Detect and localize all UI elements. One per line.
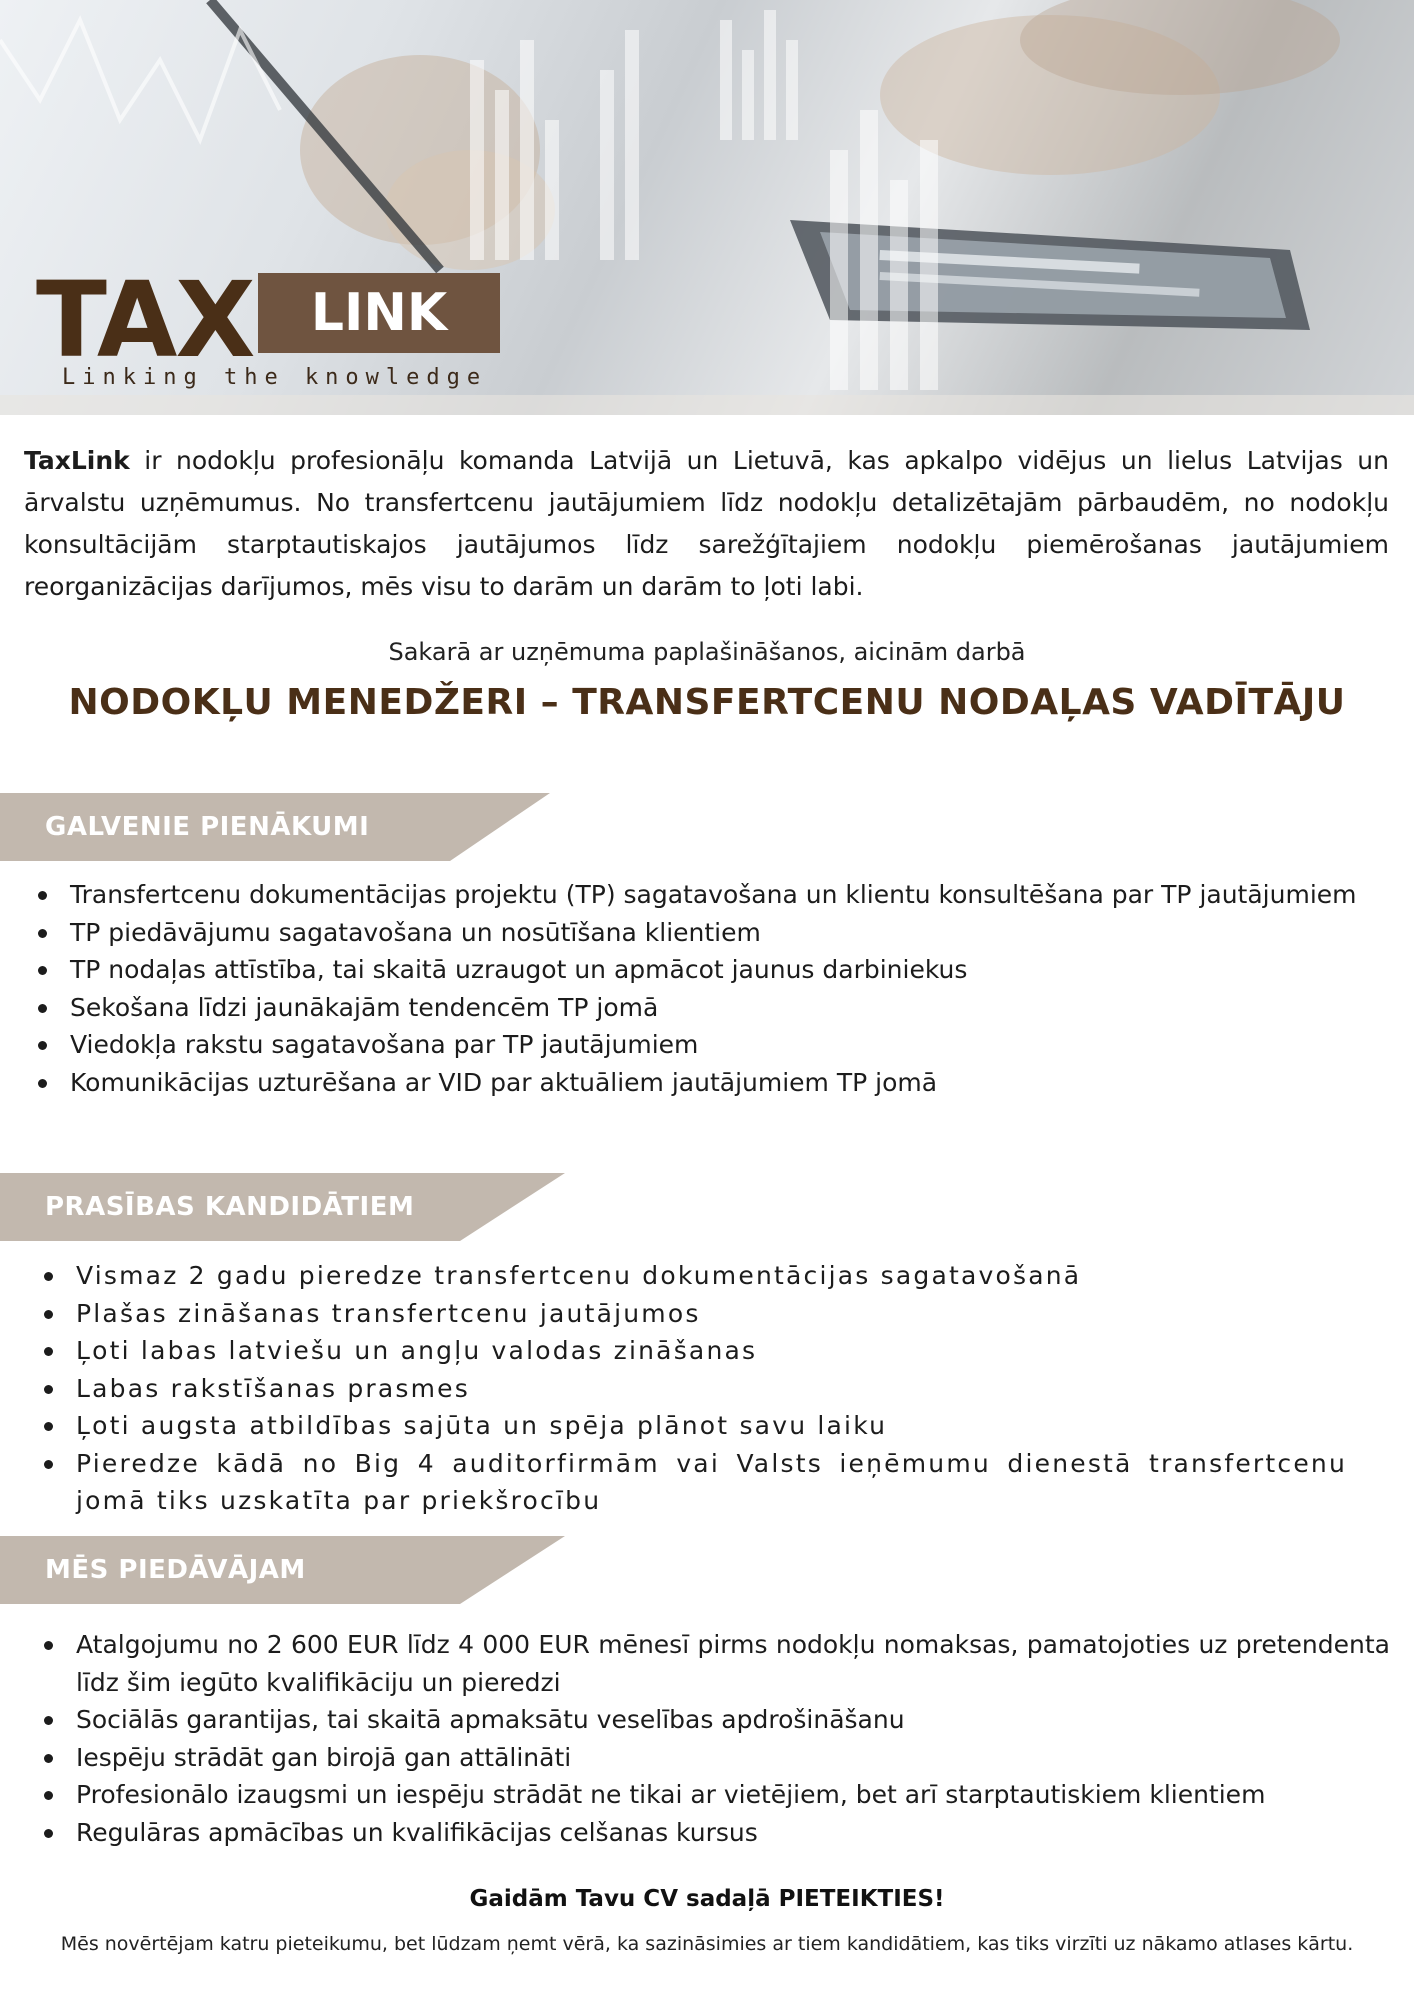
list-item: Ļoti labas latviešu un angļu valodas zināšanas — [30, 1332, 1347, 1370]
invitation-subline: Sakarā ar uzņēmuma paplašināšanos, aicinām darbā — [388, 638, 1026, 666]
job-title-headline: NODOKĻU MENEDŽERI – TRANSFERTCENU NODAĻAS VADĪTĀJU — [68, 682, 1346, 723]
list-item: Sekošana līdzi jaunākajām tendencēm TP jomā — [24, 989, 1364, 1027]
logo-link-box — [258, 273, 500, 353]
list-item: TP piedāvājumu sagatavošana un nosūtīšana klientiem — [24, 914, 1364, 952]
section-title-requirements: PRASĪBAS KANDIDĀTIEM — [45, 1192, 415, 1222]
list-item: Iespēju strādāt gan birojā gan attālināti — [30, 1739, 1390, 1777]
section-title-duties: GALVENIE PIENĀKUMI — [45, 812, 370, 842]
list-item: Pieredze kādā no Big 4 auditorfirmām vai Valsts ieņēmumu dienestā transfertcenu jomā tiks uzskatīta par priekšrocību — [30, 1445, 1347, 1520]
company-intro — [24, 440, 1389, 608]
brand-name: TaxLink — [24, 446, 130, 475]
list-item: Plašas zināšanas transfertcenu jautājumos — [30, 1295, 1347, 1333]
section-title-offer: MĒS PIEDĀVĀJAM — [45, 1555, 306, 1585]
hero-banner — [0, 0, 1414, 415]
section-banner-offer — [0, 1536, 565, 1604]
requirements-list — [30, 1257, 1347, 1520]
apply-call-to-action: Gaidām Tavu CV sadaļā PIETEIKTIES! — [469, 1886, 945, 1912]
section-banner-duties — [0, 793, 550, 861]
list-item: Sociālās garantijas, tai skaitā apmaksātu veselības apdrošināšanu — [30, 1701, 1390, 1739]
list-item: Viedokļa rakstu sagatavošana par TP jautājumiem — [24, 1026, 1364, 1064]
list-item: Regulāras apmācības un kvalifikācijas celšanas kursus — [30, 1814, 1390, 1852]
list-item: Komunikācijas uzturēšana ar VID par aktuāliem jautājumiem TP jomā — [24, 1064, 1364, 1102]
list-item: Atalgojumu no 2 600 EUR līdz 4 000 EUR mēnesī pirms nodokļu nomaksas, pamatojoties uz pretendenta līdz šim iegūto kvalifikāciju un pieredzi — [30, 1626, 1390, 1701]
logo-link-text: LINK — [310, 283, 448, 343]
logo-tax-text: TAX — [36, 259, 254, 381]
list-item: Labas rakstīšanas prasmes — [30, 1370, 1347, 1408]
duties-list — [24, 876, 1364, 1101]
section-banner-requirements — [0, 1173, 565, 1241]
selection-note: Mēs novērtējam katru pieteikumu, bet lūdzam ņemt vērā, ka sazināsimies ar tiem kandidātiem, kas tiks virzīti uz nākamo atlases kārtu. — [60, 1933, 1354, 1955]
list-item: TP nodaļas attīstība, tai skaitā uzraugot un apmācot jaunus darbiniekus — [24, 951, 1364, 989]
intro-text: ir nodokļu profesionāļu komanda Latvijā un Lietuvā, kas apkalpo vidējus un lielus Latvijas un ārvalstu uzņēmumus. No transfertcenu jautājumiem līdz nodokļu detalizētajām pārbaudēm, no nodokļu konsultācijām starptautiskajos jautājumos līdz sarežģītajiem nodokļu piemērošanas jautājumiem reorganizācijas darījumos, mēs visu to darām un darām to ļoti labi. — [24, 446, 1389, 601]
offer-list — [30, 1626, 1390, 1851]
list-item: Transfertcenu dokumentācijas projektu (TP) sagatavošana un klientu konsultēšana par TP jautājumiem — [24, 876, 1364, 914]
list-item: Profesionālo izaugsmi un iespēju strādāt ne tikai ar vietējiem, bet arī starptautiskiem klientiem — [30, 1776, 1390, 1814]
logo-tagline: Linking the knowledge — [62, 365, 488, 390]
list-item: Vismaz 2 gadu pieredze transfertcenu dokumentācijas sagatavošanā — [30, 1257, 1347, 1295]
list-item: Ļoti augsta atbildības sajūta un spēja plānot savu laiku — [30, 1407, 1347, 1445]
